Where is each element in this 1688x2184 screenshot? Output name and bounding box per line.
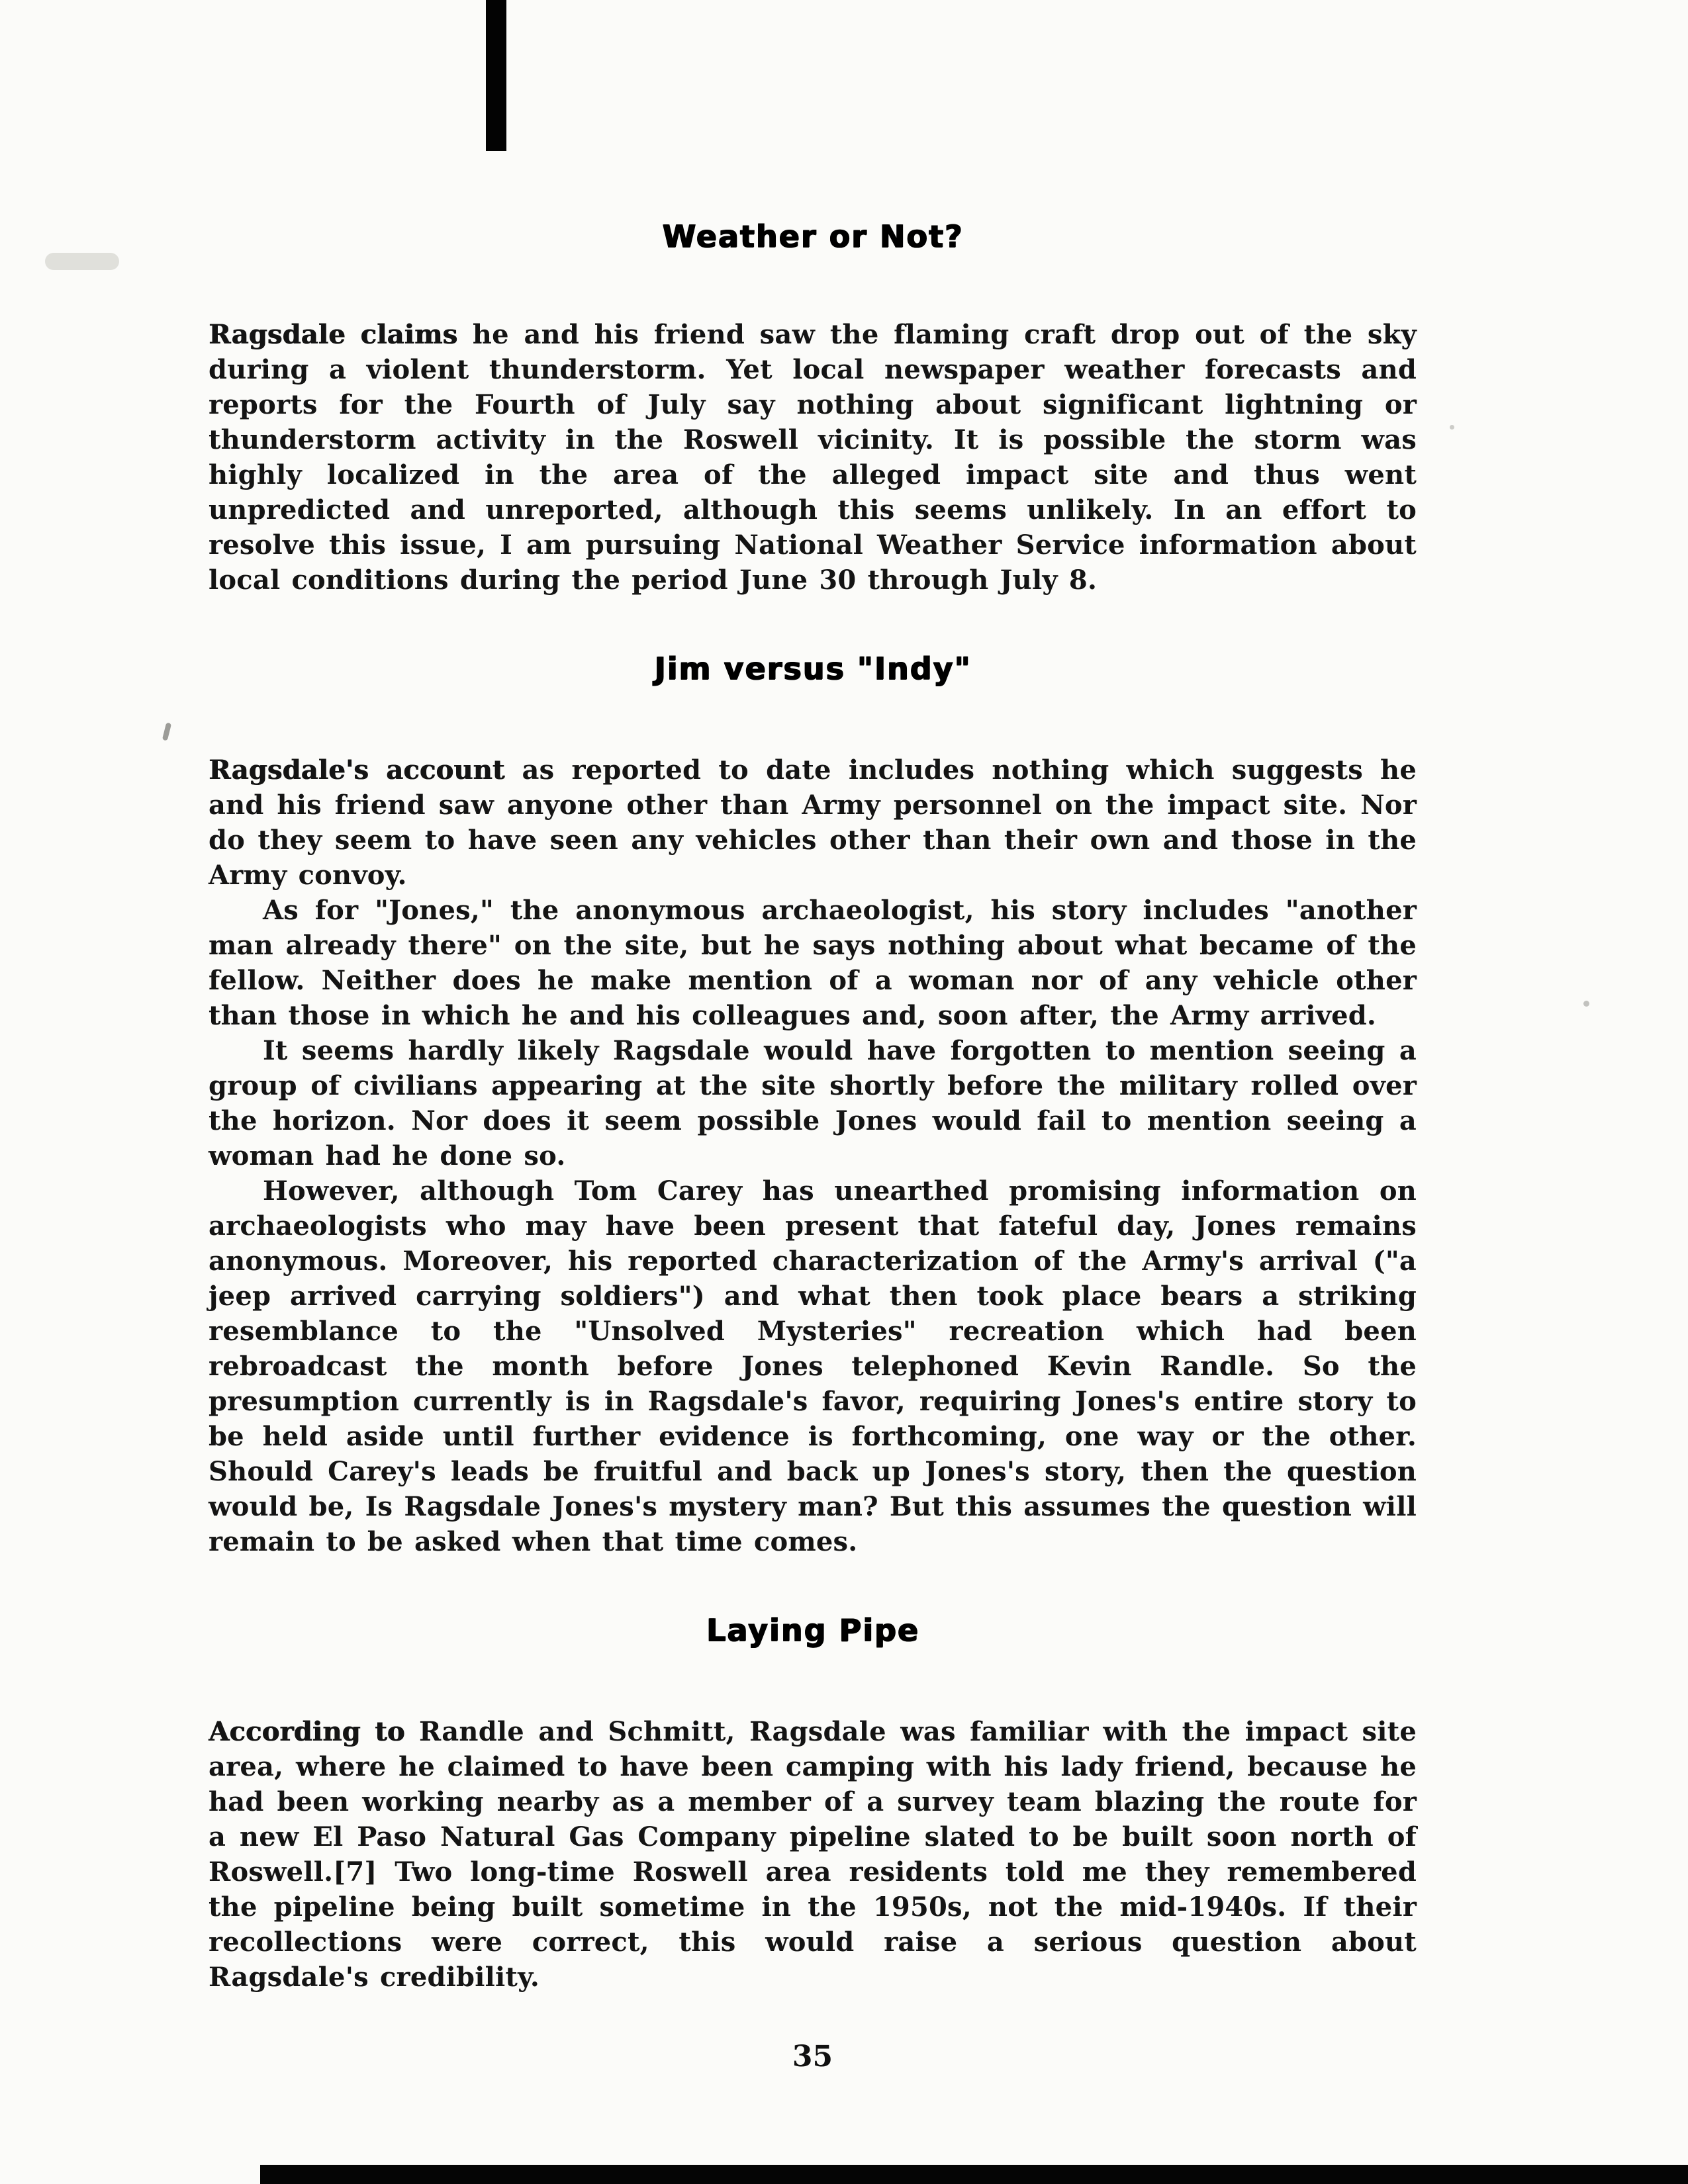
section-laying-pipe [209,1612,1417,1995]
page-content [209,218,1417,1995]
paragraph-lead: Ragsdale claims [209,319,458,350]
paragraph [209,317,1417,598]
paragraph-text: he and his friend saw the flaming craft drop out of the sky during a violent thunderstorm. Yet local newspaper weather forecasts and reports for the Fourth of July say nothing about significant lightning or thunderstorm activity in the Roswell vicinity. It is possible the storm was highly localized in the area of the alleged impact site and thus went unpredicted and unreported, although this seems unlikely. In an effort to resolve this issue, I am pursuing National Weather Service information about local conditions during the period June 30 through July 8. [209,319,1417,596]
scan-artifact-dot [1450,425,1454,430]
section-heading: Jim versus "Indy" [654,651,971,686]
scan-artifact-bottom-bar [260,2165,1688,2184]
paragraph-text: It seems hardly likely Ragsdale would have forgotten to mention seeing a group of civilians appearing at the site shortly before the military rolled over the horizon. Nor does it seem possible Jones would fail to mention seeing a woman had he done so. [209,1035,1417,1171]
page-number: 35 [792,2040,833,2073]
scan-artifact-tick [162,722,171,741]
section-heading: Laying Pipe [706,1612,919,1648]
section-jim-versus-indy [209,651,1417,1559]
paragraph [209,1714,1417,1995]
section-weather-or-not [209,218,1417,598]
scan-artifact-smudge [45,253,119,270]
paragraph [209,893,1417,1033]
paragraph-lead: According to [209,1716,405,1747]
paragraph-text: Randle and Schmitt, Ragsdale was familiar with the impact site area, where he claimed to have been camping with his lady friend, because he had been working nearby as a member of a survey team blazing the route for a new El Paso Natural Gas Company pipeline slated to be built soon north of Roswell.[7] Two long-time Roswell area residents told me they remembered the pipeline being built sometime in the 1950s, not the mid-1940s. If their recollections were correct, this would raise a serious question about Ragsdale's credibility. [209,1716,1417,1993]
paragraph-text: as reported to date includes nothing which suggests he and his friend saw anyone other than Army personnel on the impact site. Nor do they seem to have seen any vehicles other than their own and those in the Army convoy. [209,754,1417,891]
paragraph [209,752,1417,893]
paragraph-text: However, although Tom Carey has unearthed promising information on archaeologists who may have been present that fateful day, Jones remains anonymous. Moreover, his reported characterization of the Army's arrival ("a jeep arrived carrying soldiers") and what then took place bears a striking resemblance to the "Unsolved Mysteries" recreation which had been rebroadcast the month before Jones telephoned Kevin Randle. So the presumption currently is in Ragsdale's favor, requiring Jones's entire story to be held aside until further evidence is forthcoming, one way or the other. Should Carey's leads be fruitful and back up Jones's story, then the question would be, Is Ragsdale Jones's mystery man? But this assumes the question will remain to be asked when that time comes. [209,1175,1417,1557]
paragraph-text: As for "Jones," the anonymous archaeologist, his story includes "another man already there" on the site, but he says nothing about what became of the fellow. Neither does he make mention of a woman nor of any vehicle other than those in which he and his colleagues and, soon after, the Army arrived. [209,895,1417,1031]
paragraph [209,1033,1417,1173]
paragraph [209,1173,1417,1559]
scan-artifact-dot [1583,1001,1589,1007]
paragraph-lead: Ragsdale's account [209,754,505,786]
section-heading: Weather or Not? [661,218,964,254]
scan-artifact-top-bar [486,0,506,151]
